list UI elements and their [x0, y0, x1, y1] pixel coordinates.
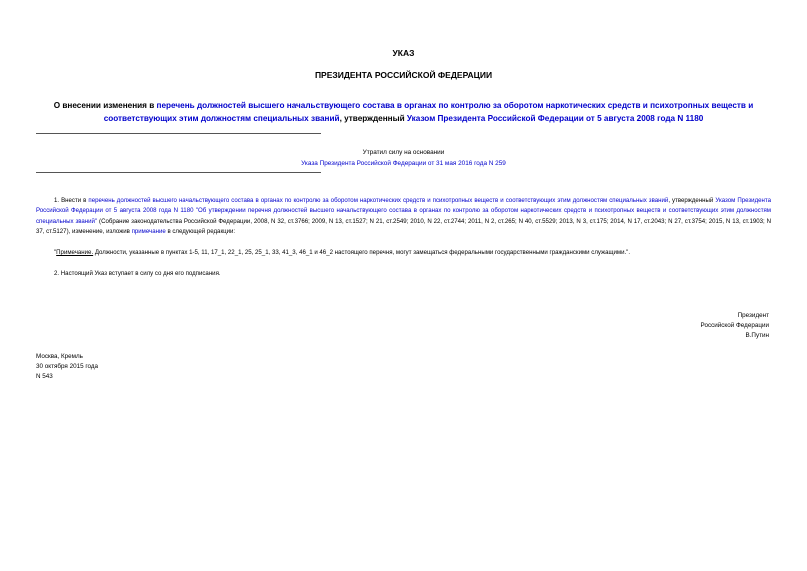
signature-name: В.Путин: [745, 332, 769, 340]
p1-text-d: в следующей редакции:: [165, 228, 236, 236]
lost-force-notice: [36, 147, 771, 169]
place-date: 30 октября 2015 года: [36, 363, 99, 371]
place-location: Москва, Кремль: [36, 353, 83, 360]
title-link-decree[interactable]: Указом Президента Российской Федерации от 5 августа 2008 года N 1180: [406, 113, 704, 123]
title-link-list[interactable]: перечень должностей высшего начальствующего состава в органах по контролю за оборотом наркотических средств и психотропных веществ и соответствующих этим должностям специальных званий: [103, 101, 754, 123]
header-president: ПРЕЗИДЕНТА РОССИЙСКОЙ ФЕДЕРАЦИИ: [314, 70, 493, 80]
note-label: Примечание.: [56, 249, 94, 256]
place-number: N 543: [36, 373, 53, 381]
title-text-2: , утвержденный: [339, 113, 407, 123]
p1-link-list[interactable]: перечень должностей высшего начальствующего состава в органах по контролю за оборотом наркотических средств и психотропных веществ и соответствующих этим должностям специальных званий: [88, 197, 669, 204]
divider-top: [36, 133, 321, 134]
p1-text-a: 1. Внести в: [54, 197, 89, 204]
lost-force-link[interactable]: Указа Президента Российской Федерации от 31 мая 2016 года N 259: [301, 160, 506, 167]
p1-link-note[interactable]: примечание: [131, 228, 166, 236]
p1-text-b: , утвержденный: [668, 197, 716, 204]
p1-link-decree[interactable]: Указом Президента Российской Федерации от 5 августа 2008 года N 1180 "Об утверждении перечня должностей высшего начальствующего состава в органах по контролю за оборотом наркотических средств и психотропных веществ и соответствующих этим должностям специальных званий": [36, 197, 772, 225]
divider-bottom: [36, 172, 321, 173]
title-text-1: О внесении изменения в: [53, 101, 157, 110]
lost-force-label: Утратил силу на основании: [362, 149, 445, 156]
note-open-quote: ": [54, 249, 57, 256]
p1-text-c: (Собрание законодательства Российской Федерации, 2008, N 32, ст.3766; 2009, N 13, ст.1527; N 21, ст.2549; 2010, N 22, ст.2744; 2011, N 2, ст.265; N 40, ст.5529; 2013, N 3, ст.175; 2014, N 17, ст.2043; N 27, ст.3754; 2015, N 13, ст.1903; N 37, ст.5127), изменение, изложив: [36, 217, 771, 236]
note-text: Должности, указанные в пунктах 1-5, 11, 17_1, 22_1, 25, 25_1, 33, 41_3, 46_1 и 46_2 настоящего перечня, могут замещаться федеральными государственными гражданскими служащими.".: [93, 249, 631, 256]
header-ukaz: УКАЗ: [392, 48, 415, 58]
paragraph-1: [36, 196, 771, 238]
signature-org: Российской Федерации: [700, 322, 769, 330]
paragraph-2: 2. Настоящий Указ вступает в силу со дня его подписания.: [54, 270, 221, 277]
note-paragraph: [54, 248, 771, 258]
place-date-block: [36, 352, 236, 383]
signature-block: [569, 311, 769, 342]
document-title: [36, 100, 771, 125]
signature-title: Президент: [737, 312, 769, 319]
